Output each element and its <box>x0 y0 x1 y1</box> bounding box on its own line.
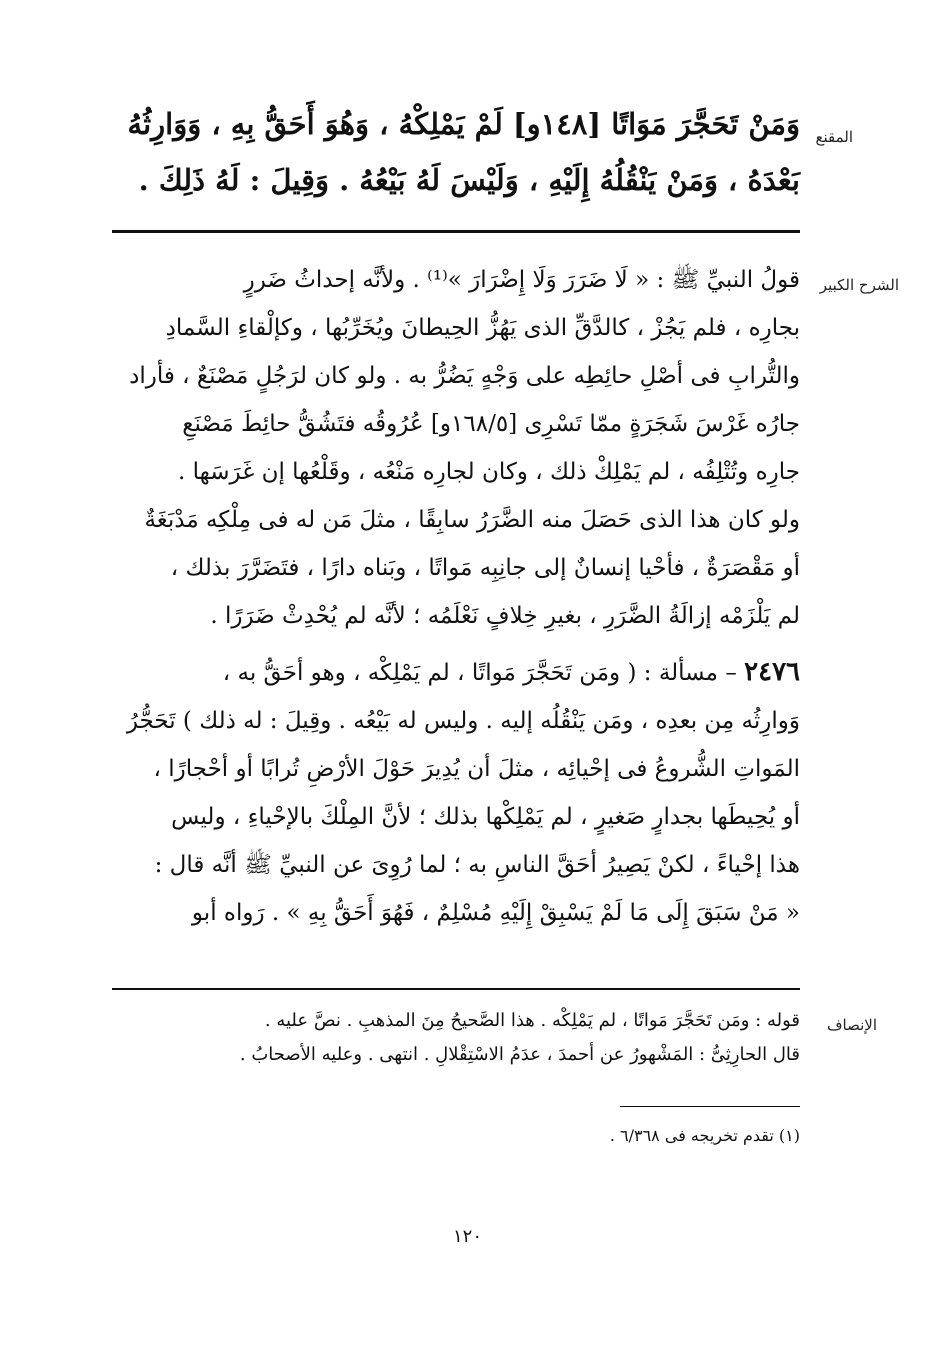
masala-line: أو يُحِيطَها بجدارٍ صَغيرٍ ، لم يَمْلِكْها بذلك ؛ لأنَّ المِلْكَ بالإحْياءِ ، وليس <box>171 804 800 830</box>
sharh-line: جارُه غَرْسَ شَجَرَةٍ ممّا تَسْرِى [١٦٨/٥و] عُرُوقُه فتَشُقُّ حائِطَ مَصْنَعِ <box>182 411 800 437</box>
masala-first-line <box>112 648 800 697</box>
section-divider <box>112 988 800 990</box>
matn-line: وَمَنْ تَحَجَّرَ مَوَاتًا [١٤٨و] لَمْ يَمْلِكْهُ ، وَهُوَ أَحَقُّ بِهِ ، وَوَارِثُهُ <box>127 107 800 141</box>
masala-number: ٢٤٧٦ <box>744 657 800 687</box>
matn-text <box>112 96 800 208</box>
footnote: (١) تقدم تخريجه فى ٦/٣٦٨ . <box>609 1126 800 1145</box>
insaf-label: الإنصاف <box>826 1016 877 1034</box>
masala-line: وَوارِثُه مِن بعدِه ، ومَن يَنْقُلُه إليه . وليس له بَيْعُه . وقِيلَ : له ذلك ) تَحَجُّرُ <box>126 708 800 734</box>
masala-line: « مَنْ سَبَقَ إِلَى مَا لَمْ يَسْبِقْ إِلَيْهِ مُسْلِمٌ ، فَهُوَ أَحَقُّ بِهِ » . رَواه أبو <box>191 900 800 926</box>
sharh-line: جارِه وتُتْلِفُه ، لم يَمْلِكْ ذلك ، وكان لجارِه مَنْعُه ، وقَلْعُها إن غَرَسَها . <box>178 459 800 485</box>
sharh-line: ولو كان هذا الذى حَصَلَ منه الضَّرَرُ سابِقًا ، مثلَ مَن له فى مِلْكِه مَدْبَغَةٌ <box>144 507 800 533</box>
page-number: ١٢٠ <box>452 1226 482 1247</box>
masala-line: – مسألة : ( ومَن تَحَجَّرَ مَواتًا ، لم يَمْلِكْه ، وهو أحَقُّ به ، <box>222 660 737 686</box>
sharh-line: أو مَقْصَرَةٌ ، فأحْيا إنسانٌ إلى جانِبِه مَواتًا ، وبَناه دارًا ، فتَضَرَّرَ بذلك ، <box>170 555 800 581</box>
sharh-line: والتُّرابِ فى أصْلِ حائِطِه على وَجْهٍ يَضُرُّ به . ولو كان لرَجُلٍ مَصْنَعٌ ، فأراد <box>129 363 800 389</box>
masala-line: هذا إحْياءً ، لكنْ يَصِيرُ أحَقَّ الناسِ به ؛ لما رُوِىَ عن النبيِّ ﷺ أنَّه قال : <box>154 852 800 878</box>
sharh-line: قولُ النبيِّ ﷺ : « لَا ضَرَرَ وَلَا إِضْرَارَ »⁽¹⁾ . ولأنَّه إحداثُ ضَررٍ <box>243 267 800 293</box>
muqni-label: المقنع <box>815 128 853 146</box>
footnote-divider <box>620 1106 800 1107</box>
sharh-line: بجارِه ، فلم يَجُزْ ، كالدَّقِّ الذى يَهُزُّ الحِيطانَ ويُخَرِّبُها ، وكإلْقاءِ السَّمادِ <box>165 315 800 341</box>
insaf-line: قوله : ومَن تَحَجَّرَ مَواتًا ، لم يَمْلِكْه . هذا الصَّحيحُ مِنَ المذهبِ . نصَّ عليه . <box>264 1010 800 1031</box>
insaf-line: قال الحارِثِىُّ : المَشْهورُ عن أحمدَ ، عدَمُ الاسْتِقْلالِ . انتهى . وعليه الأصحابُ . <box>239 1044 800 1065</box>
sharh-text <box>112 256 800 937</box>
sharh-line: لم يَلْزَمْه إزالَةُ الضَّرَرِ ، بغيرِ خِلافٍ نَعْلَمُه ؛ لأنَّه لم يُحْدِثْ ضَرَرًا . <box>210 603 800 629</box>
section-divider <box>112 230 800 233</box>
sharh-label: الشرح الكبير <box>819 276 899 294</box>
masala-line: المَواتِ الشُّروعُ فى إحْيائِه ، مثلَ أن يُدِيرَ حَوْلَ الأرْضِ تُرابًا أو أحْجارًا ، <box>153 756 800 782</box>
insaf-text <box>112 1004 800 1072</box>
matn-line: بَعْدَهُ ، وَمَنْ يَنْقُلُهُ إِلَيْهِ ، وَلَيْسَ لَهُ بَيْعُهُ . وَقِيلَ : لَهُ ذَلِكَ . <box>138 163 800 197</box>
